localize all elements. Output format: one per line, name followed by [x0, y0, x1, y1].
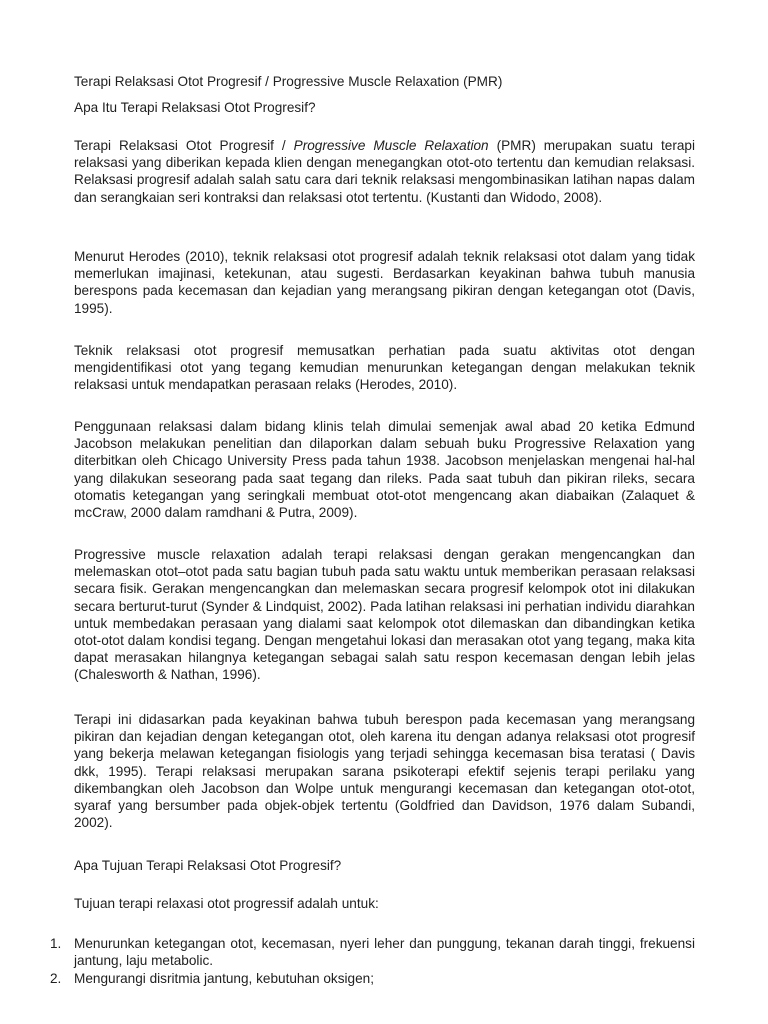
heading-apa-tujuan: Apa Tujuan Terapi Relaksasi Otot Progresif? — [74, 858, 342, 873]
list-item — [50, 970, 695, 987]
paragraph-1-start: Terapi Relaksasi Otot Progresif / — [74, 138, 294, 153]
document-title: Terapi Relaksasi Otot Progresif / Progressive Muscle Relaxation (PMR) — [74, 74, 503, 89]
list-item-text: Menurunkan ketegangan otot, kecemasan, nyeri leher dan punggung, tekanan darah tinggi, frekuensi jantung, laju metabolic. — [74, 936, 695, 969]
paragraph-5: Progressive muscle relaxation adalah terapi relaksasi dengan gerakan mengencangkan dan melemaskan otot–otot pada satu bagian tubuh pada satu waktu untuk memberikan perasaan relaksasi secara fisik. Gerakan mengencangkan dan melemaskan secara progresif kelompok otot ini dilakukan secara berturut-turut (Synder & Lindquist, 2002). Pada latihan relaksasi ini perhatian individu diarahkan untuk membedakan perasaan yang dialami saat kelompok otot dilemaskan dan dibandingkan ketika otot-otot dalam kondisi tegang. Dengan mengetahui lokasi dan merasakan otot yang tegang, maka kita dapat merasakan hilangnya ketegangan sebagai salah satu respon kecemasan dengan lebih jelas (Chalesworth & Nathan, 1996). — [74, 547, 695, 683]
paragraph-6: Terapi ini didasarkan pada keyakinan bahwa tubuh berespon pada kecemasan yang merangsang pikiran dan kejadian dengan ketegangan otot, oleh karena itu dengan adanya relaksasi otot progresif yang bekerja melawan ketegangan fisiologis yang terjadi sehingga kecemasan bisa teratasi ( Davis dkk, 1995). Terapi relaksasi merupakan sarana psikoterapi efektif sejenis terapi perilaku yang dikembangkan oleh Jacobson dan Wolpe untuk mengurangi kecemasan dan ketegangan otot-otot, syaraf yang bersumber pada objek-objek tertentu (Goldfried dan Davidson, 1976 dalam Subandi, 2002). — [74, 712, 695, 831]
list-item-text: Mengurangi disritmia jantung, kebutuhan oksigen; — [74, 971, 375, 987]
tujuan-list — [50, 935, 695, 989]
heading-apa-itu: Apa Itu Terapi Relaksasi Otot Progresif? — [74, 100, 316, 115]
paragraph-1-rest: (PMR) merupakan suatu terapi relaksasi yang diberikan kepada klien dengan menegangkan otot-oto tertentu dan kemudian relaksasi. Relaksasi progresif adalah salah satu cara dari teknik relaksasi mengombinasikan latihan napas dalam dan serangkaian seri kontraksi dan relaksasi otot tertentu. (Kustanti dan Widodo, 2008). — [74, 138, 695, 205]
list-item-number: 1. — [50, 936, 62, 951]
paragraph-1-italic-term: Progressive Muscle Relaxation — [293, 138, 489, 153]
paragraph-1 — [74, 137, 695, 206]
list-item — [50, 935, 695, 969]
paragraph-3: Teknik relaksasi otot progresif memusatkan perhatian pada suatu aktivitas otot dengan mengidentifikasi otot yang tegang kemudian menurunkan ketegangan dengan melakukan teknik relaksasi untuk mendapatkan perasaan relaks (Herodes, 2010). — [74, 343, 695, 393]
paragraph-4: Penggunaan relaksasi dalam bidang klinis telah dimulai semenjak awal abad 20 ketika Edmund Jacobson melakukan penelitian dan dilaporkan dalam sebuah buku Progressive Relaxation yang diterbitkan oleh Chicago University Press pada tahun 1938. Jacobson menjelaskan mengenai hal-hal yang dilakukan seseorang pada saat tegang dan rileks. Pada saat tubuh dan pikiran rileks, secara otomatis ketegangan yang seringkali membuat otot-otot mengencang akan diabaikan (Zalaquet & mcCraw, 2000 dalam ramdhani & Putra, 2009). — [74, 419, 695, 521]
paragraph-7: Tujuan terapi relaxasi otot progressif adalah untuk: — [74, 896, 379, 911]
paragraph-2: Menurut Herodes (2010), teknik relaksasi otot progresif adalah teknik relaksasi otot dalam yang tidak memerlukan imajinasi, ketekunan, atau sugesti. Berdasarkan keyakinan bahwa tubuh manusia berespons pada kecemasan dan kejadian yang merangsang pikiran dengan ketegangan otot (Davis, 1995). — [74, 249, 695, 316]
list-item-number: 2. — [50, 971, 62, 987]
